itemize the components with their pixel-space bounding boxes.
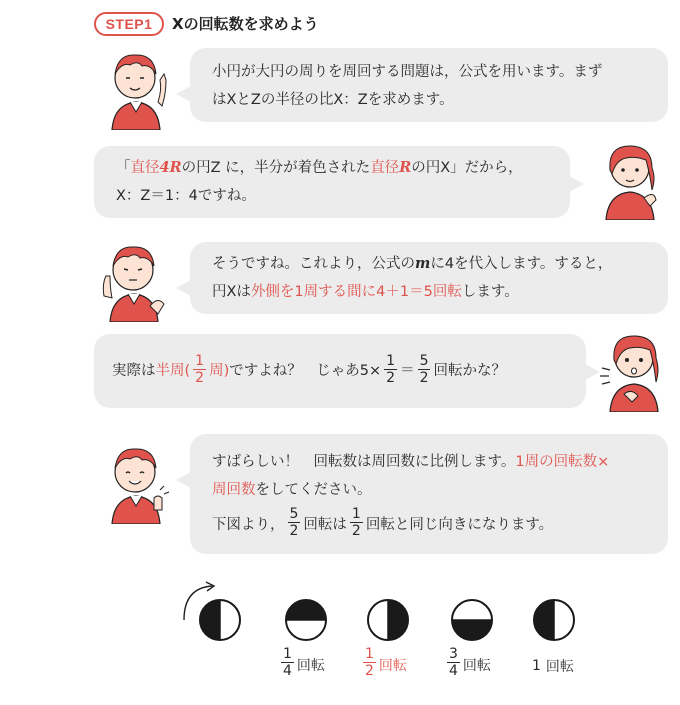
- bubble-4-line-1: 実際は 半周( $\frac{1}{2}$ 周) ですよね？ じゃあ5× $\frac{1}{2}$ ＝ $\frac{5}{2}$ 回転かな？: [112, 352, 506, 386]
- bubble-5-line-3: 下図より， $\frac{5}{2}$ 回転は $\frac{1}{2}$ 回転と同じ向きになります。: [212, 506, 554, 539]
- bubble-2-line-1: 「直径4Rの円Z に，半分が着色された直径Rの円X」だから，: [116, 159, 523, 176]
- step-badge: STEP1: [94, 12, 164, 36]
- fraction-half-3: $\frac{1}{2}$: [351, 506, 361, 539]
- dialogue-bubble-3: [190, 242, 668, 314]
- bubble-5-line-2: 周回数をしてください。: [212, 482, 372, 498]
- dialogue-bubble-1: [190, 48, 668, 122]
- step-title: Xの回転数を求めよう: [172, 15, 319, 33]
- bubble-3-line-2: 円Xは外側を1周する間に4＋1＝5回転します。: [212, 284, 519, 300]
- disk-full-turn: [532, 598, 576, 642]
- teacher-boy-avatar-1: [100, 44, 172, 130]
- bubble-1-line-2: はXとZの半径の比X：Zを求めます。: [212, 92, 454, 108]
- teacher-boy-avatar-3: [100, 438, 172, 524]
- student-girl-avatar-2: [598, 324, 670, 412]
- disk-three-quarter-turn: [450, 598, 494, 642]
- teacher-boy-avatar-2: [98, 236, 170, 322]
- caption-full: 1 回転: [532, 658, 574, 675]
- fraction-half-2: $\frac{1}{2}$: [386, 352, 396, 386]
- disk-quarter-turn: [284, 598, 328, 642]
- fraction-five-halves-2: $\frac{5}{2}$: [289, 506, 299, 539]
- caption-half: $\frac{1}{2}$ 回転: [365, 646, 407, 679]
- student-girl-avatar-1: [596, 134, 668, 220]
- bubble-3-line-1: そうですね。これより，公式のmに4を代入します。すると，: [212, 255, 613, 272]
- fraction-five-halves: $\frac{5}{2}$: [419, 352, 429, 386]
- bubble-2-line-2: X：Z＝1：4ですね。: [116, 188, 256, 204]
- dialogue-bubble-2: [94, 146, 570, 218]
- bubble-1-line-1: 小円が大円の周りを周回する問題は，公式を用います。まず: [212, 64, 603, 80]
- dialogue-bubble-5: [190, 434, 668, 554]
- disk-half-turn: [366, 598, 410, 642]
- dialogue-bubble-4: [94, 334, 586, 408]
- bubble-5-line-1: すばらしい！ 回転数は周回数に比例します。1周の回転数×: [212, 454, 610, 470]
- caption-quarter: $\frac{1}{4}$ 回転: [283, 646, 325, 679]
- caption-three-quarter: $\frac{3}{4}$ 回転: [449, 646, 491, 679]
- disk-initial: [198, 598, 242, 642]
- fraction-half: $\frac{1}{2}$: [195, 352, 205, 386]
